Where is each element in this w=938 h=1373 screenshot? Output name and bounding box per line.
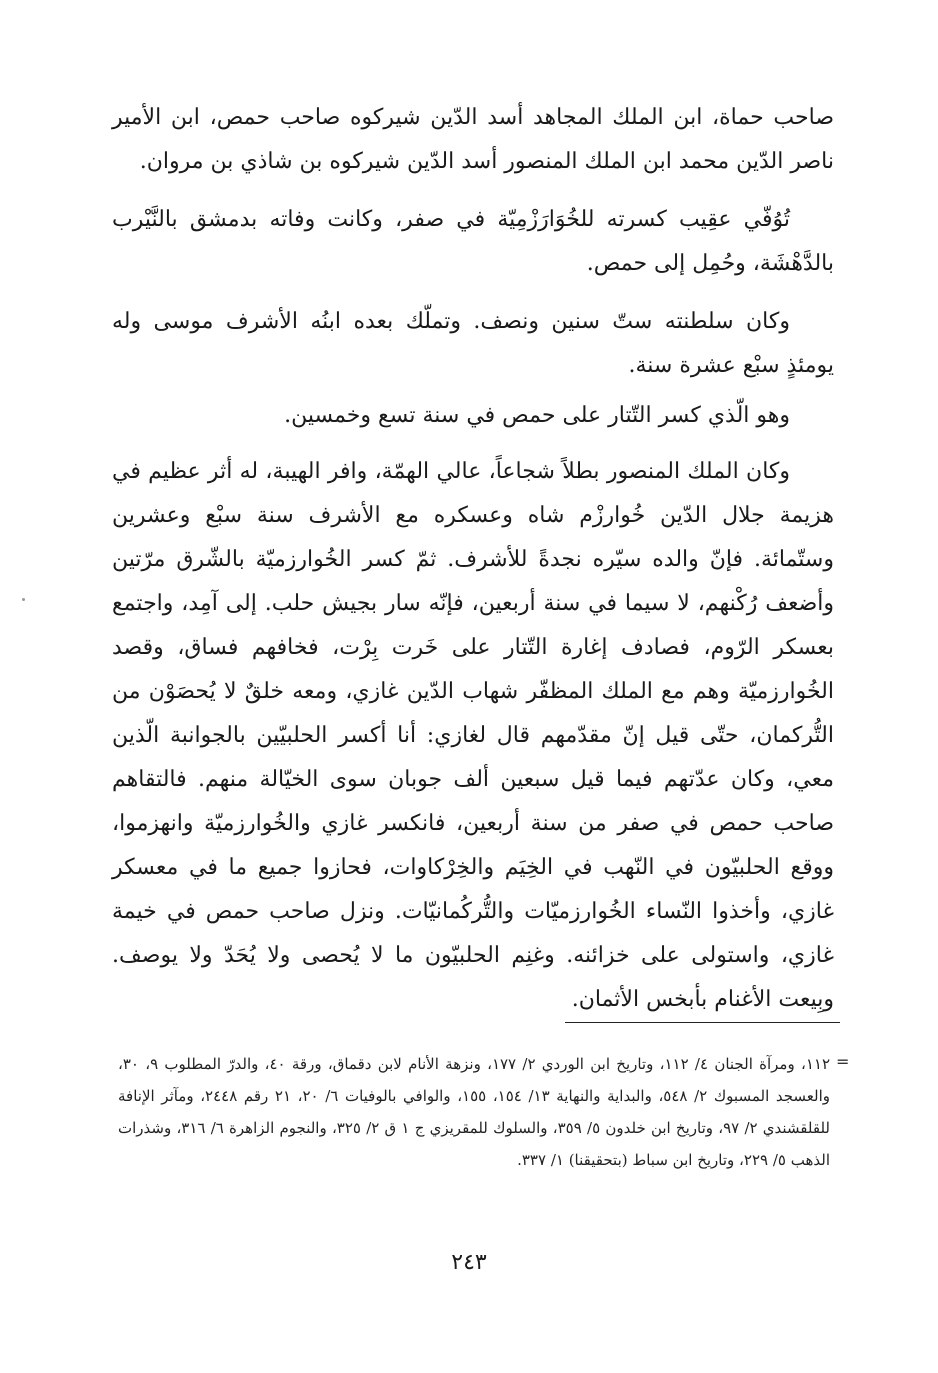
paragraph-5-text: وكان الملك المنصور بطلاً شجاعاً، عالي الهمّة، وافر الهيبة، له أثر عظيم في هزيمة جلال الدّين خُوارزْم شاه وعسكره مع الأشرف سنة سبْع وعشرين وستّمائة. فإنّ والده سيّره نجدةً للأشرف. ثمّ كسر الخُوارزميّة بالشّرق مرّتين وأضعف رُكْنهم، لا سيما في سنة أربعين، فإنّه سار بجيش حلب. إلى آمِد، واجتمع بعسكر الرّوم، فصادف إغارة التّتار على خَرت بِرْت، فخافهم فساق، وقصد الخُوارزميّة وهم مع الملك المظفّر شهاب الدّين غازي، ومعه خلقٌ لا يُحصَوْن من التُّركمان، حتّى قيل إنّ مقدّمهم قال لغازي: أنا أكسر الحلبيّين بالجوانبة الّذين معي، وكان عدّتهم فيما قيل سبعين ألف جوبان سوى الخيّالة منهم. فالتقاهم صاحب حمص في صفر من سنة أربعين، فانكسر غازي والخُوارزميّة وانهزموا، ووقع الحلبيّون في النّهب في الخِيَم والخِرْكاوات، فحازوا جميع ما في معسكر غازي، وأخذوا النّساء الخُوارزميّات والتُّركُمانيّات. ونزل صاحب حمص في خيمة غازي، واستولى على خزائنه. وغنِم الحلبيّون ما لا يُحصى ولا يُحَدّ ولا يوصف. وبِيعت الأغنام بأبخس الأثمان. [112, 459, 834, 1012]
paragraph-1 [112, 96, 834, 184]
paragraph-4-text: وهو الّذي كسر التّتار على حمص في سنة تسع وخمسين. [284, 403, 790, 428]
paragraph-3 [112, 300, 834, 388]
margin-speck [22, 598, 25, 601]
footnote [118, 1048, 830, 1176]
paragraph-2-text: تُوُفّي عقِيب كسرته للخُوَارَزْمِيّة في صفر، وكانت وفاته بدمشق بالنَّيْرب بالدَّهْشَة، وحُمِل إلى حمص. [112, 207, 834, 276]
paragraph-4 [112, 394, 834, 438]
paragraph-1-text: صاحب حماة، ابن الملك المجاهد أسد الدّين شيركوه صاحب حمص، ابن الأمير ناصر الدّين محمد ابن الملك المنصور أسد الدّين شيركوه بن شاذي بن مروان. [112, 105, 834, 174]
paragraph-3-text: وكان سلطنته ستّ سنين ونصف. وتملّك بعده ابنُه الأشرف موسى وله يومئذٍ سبْع عشرة سنة. [112, 309, 834, 378]
paragraph-5 [112, 450, 834, 1022]
page-number: ٢٤٣ [451, 1250, 487, 1275]
footnote-text: ١١٢، ومرآة الجنان ٤/ ١١٢، وتاريخ ابن الوردي ٢/ ١٧٧، ونزهة الأنام لابن دقماق، ورقة ٤٠، والدرّ المطلوب ٩، ٣٠، والعسجد المسبوك ٢/ ٥٤٨، والبداية والنهاية ١٣/ ١٥٤، ١٥٥، والوافي بالوفيات ٦/ ٢٠، ٢١ رقم ٢٤٤٨، ومآثر الإنافة للقلقشندي ٢/ ٩٧، وتاريخ ابن خلدون ٥/ ٣٥٩، والسلوك للمقريزي ج ١ ق ٢/ ٣٢٥، والنجوم الزاهرة ٦/ ٣١٦، وشذرات الذهب ٥/ ٢٢٩، وتاريخ ابن سباط (بتحقيقنا) ١/ ٣٣٧. [118, 1055, 831, 1169]
paragraph-2 [112, 198, 834, 286]
footnote-separator [565, 1022, 840, 1023]
footnote-continuation-mark: = [836, 1052, 850, 1071]
